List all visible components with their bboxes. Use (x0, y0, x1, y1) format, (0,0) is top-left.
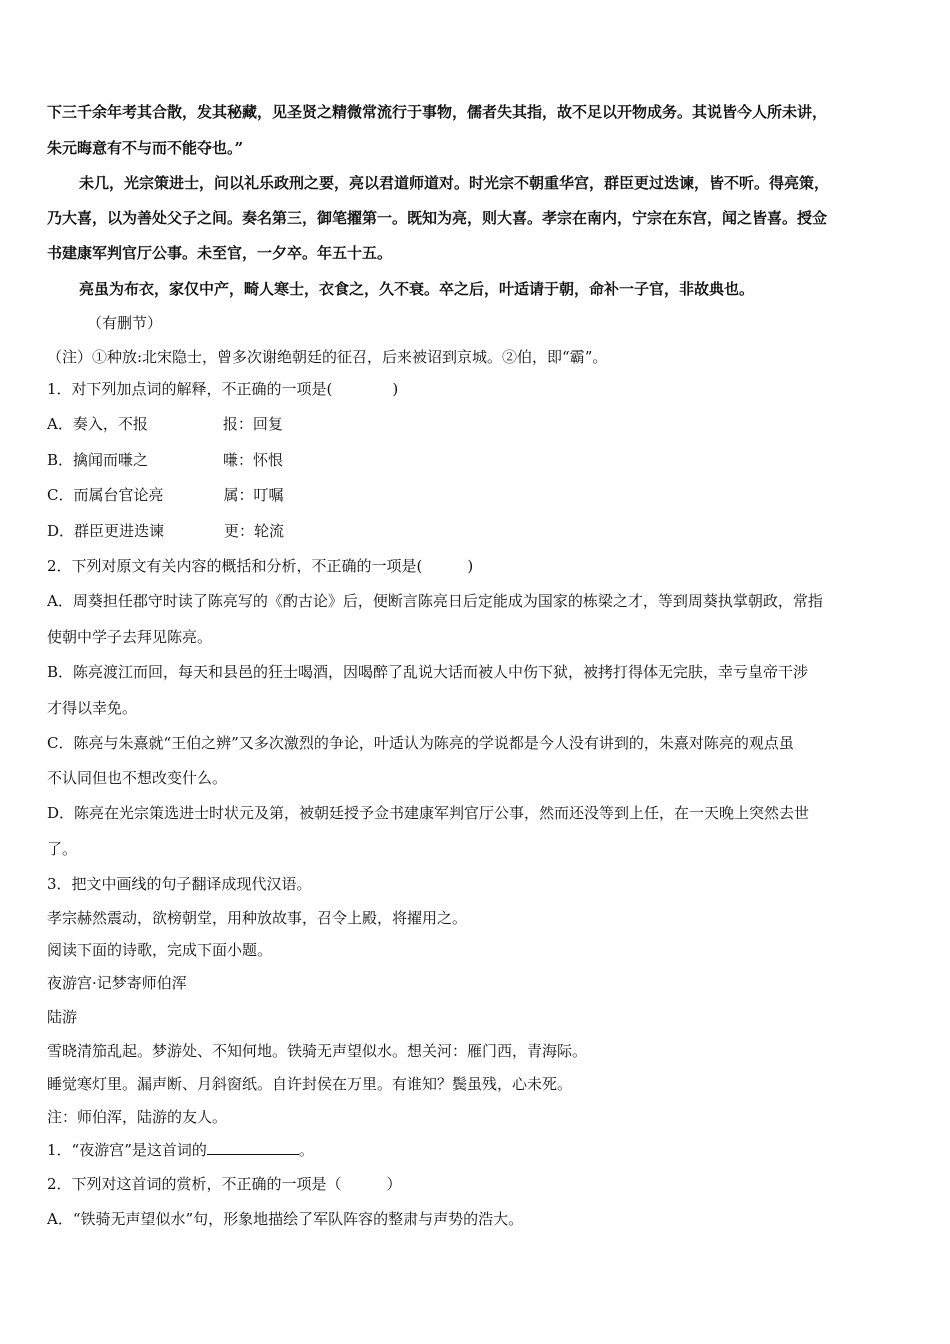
option-gloss: 报：回复 (222, 415, 283, 433)
q2-option-a-line: 使朝中学子去拜见陈亮。 (47, 628, 213, 646)
poem-author: 陆游 (47, 1008, 78, 1026)
poem-line: 睡觉寒灯里。漏声断、月斜窗纸。自许封侯在万里。有谁知？鬓虽残，心未死。 (47, 1075, 573, 1093)
q2-option-a-line: A．周葵担任郡守时读了陈亮写的《酌古论》后，便断言陈亮日后定能成为国家的栋梁之才，等到周葵执掌朝政，常指 (47, 592, 823, 610)
poem-q1-prefix: 1．“夜游宫”是这首词的 (47, 1141, 207, 1159)
poem-q1 (47, 1139, 906, 1161)
option-label: B． (47, 451, 74, 469)
poem-line: 雪晓清笳乱起。梦游处、不知何地。铁骑无声望似水。想关河：雁门西，青海际。 (47, 1042, 588, 1060)
q2-option-b-line: B．陈亮渡江而回，每天和县邑的狂士喝酒，因喝醉了乱说大话而被人中伤下狱，被拷打得体无完肤，幸亏皇帝干涉 (47, 663, 809, 681)
option-text: 而属台官论亮 (73, 486, 164, 504)
abridged-note: （有删节） (87, 314, 163, 332)
passage-line: 乃大喜，以为善处父子之间。奏名第三，御笔擢第一。既知为亮，则大喜。孝宗在南内，宁宗在东宫，闻之皆喜。授佥 (47, 209, 828, 227)
passage-line: 未几，光宗策进士，问以礼乐政刑之要，亮以君道师道对。时光宗不朝重华宫，群臣更过迭谏，皆不听。得亮策， (79, 174, 830, 192)
option-label: A． (47, 415, 73, 433)
option-gloss: 嗛：怀恨 (223, 451, 284, 469)
q2-option-c-line: C．陈亮与朱熹就“王伯之辨”又多次激烈的争论，叶适认为陈亮的学说都是今人没有讲到的，朱熹对陈亮的观点虽 (47, 734, 794, 752)
passage-line: 亮虽为布衣，家仅中产，畸人寒士，衣食之，久不衰。卒之后，叶适请于朝，命补一子官，非故典也。 (79, 280, 755, 298)
q2-option-b-line: 才得以幸免。 (47, 699, 138, 717)
q1-option-d (47, 520, 906, 542)
option-text: 奏入，不报 (72, 415, 148, 433)
q2-stem: 2．下列对原文有关内容的概括和分析，不正确的一项是( ) (47, 557, 474, 575)
q1-option-c (47, 484, 906, 506)
poem-q2-stem: 2．下列对这首词的赏析，不正确的一项是（ ） (47, 1175, 402, 1193)
passage-line: 下三千余年考其合散，发其秘藏，见圣贤之精微常流行于事物，儒者失其指，故不足以开物成务。其说皆今人所未讲， (47, 103, 828, 121)
answer-blank (207, 1140, 299, 1155)
poem-intro: 阅读下面的诗歌，完成下面小题。 (47, 941, 273, 959)
poem-note: 注：师伯浑，陆游的友人。 (47, 1108, 228, 1126)
q3-sentence: 孝宗赫然震动，欲榜朝堂，用种放故事，召令上殿，将擢用之。 (47, 909, 468, 927)
option-label: C． (47, 486, 74, 504)
q3-stem: 3．把文中画线的句子翻译成现代汉语。 (47, 875, 312, 893)
option-text: 群臣更进迭谏 (74, 522, 165, 540)
passage-line: 朱元晦意有不与而不能夺也。” (47, 139, 244, 157)
q2-option-c-line: 不认同但也不想改变什么。 (47, 769, 228, 787)
q1-option-a (47, 413, 906, 435)
annotation: （注）①种放:北宋隐士，曾多次谢绝朝廷的征召，后来被诏到京城。②伯，即“霸”。 (47, 348, 608, 366)
option-gloss: 更：轮流 (224, 522, 285, 540)
q1-option-b (47, 449, 906, 471)
q1-stem: 1．对下列加点词的解释，不正确的一项是( ) (47, 380, 399, 398)
option-text: 擒闻而嗛之 (73, 451, 149, 469)
passage-line: 书建康军判官厅公事。未至官，一夕卒。年五十五。 (47, 244, 393, 262)
option-gloss: 属：叮嘱 (223, 486, 284, 504)
option-label: D． (47, 522, 75, 540)
poem-q1-suffix: 。 (298, 1141, 314, 1159)
poem-title: 夜游宫·记梦寄师伯浑 (47, 974, 187, 992)
q2-option-d-line: 了。 (47, 840, 78, 858)
q2-option-d-line: D．陈亮在光宗策选进士时状元及第，被朝廷授予佥书建康军判官厅公事，然而还没等到上任，在一天晚上突然去世 (47, 804, 810, 822)
poem-q2-option-a: A．“铁骑无声望似水”句，形象地描绘了军队阵容的整肃与声势的浩大。 (47, 1210, 524, 1228)
